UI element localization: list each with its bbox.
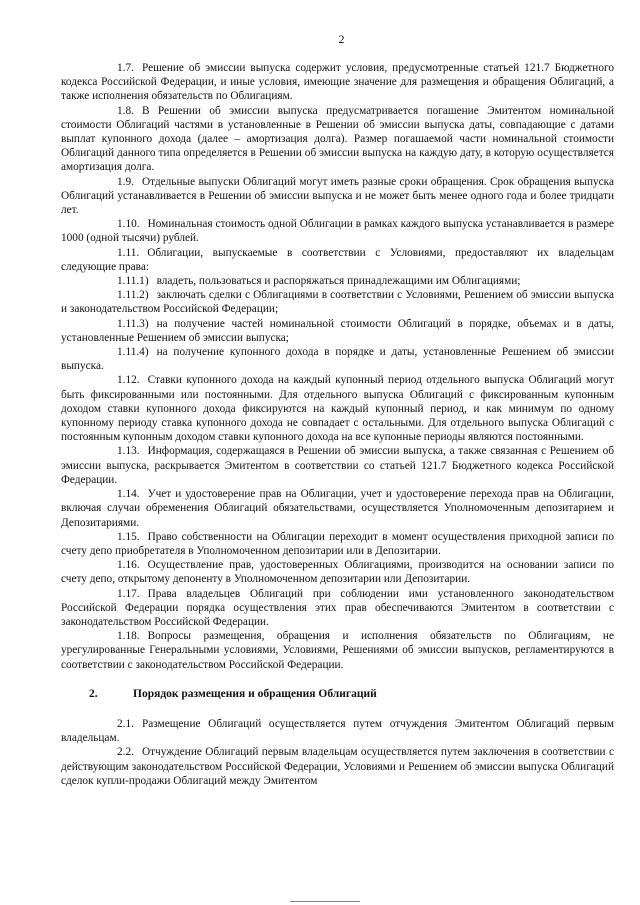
paragraph-text: на получение частей номинальной стоимости Облигаций в порядке, объемах и в даты, установленные Решением об эмиссии выпуска; [61,317,614,344]
paragraph-1-11-4 [61,345,614,373]
paragraph-1-10 [61,217,614,245]
page-footer-rule [290,901,360,902]
paragraph-1-7 [61,61,614,104]
paragraph-text: Информация, содержащаяся в Решении об эмиссии выпуска, а также связанная с Решением об эмиссии выпуска, раскрывается Эмитентом в соответствии со статьей 121.7 Бюджетного кодекса Российской Федерации. [61,445,614,486]
paragraph-1-11-1 [61,274,614,288]
paragraph-1-11 [61,246,614,274]
paragraph-1-8 [61,104,614,175]
paragraph-1-14 [61,487,614,530]
paragraph-number: 1.16. [117,559,140,572]
paragraph-text: на получение купонного дохода в порядке и даты, установленные Решением об эмиссии выпуска. [61,346,614,373]
section-2-heading [61,687,614,701]
paragraph-1-18 [61,629,614,672]
paragraph-number: 1.11.2) [117,289,149,302]
paragraph-text: Номинальная стоимость одной Облигации в рамках каждого выпуска устанавливается в размере 1000 (одной тысячи) рублей. [61,218,614,245]
paragraph-number: 2.2. [117,746,134,759]
paragraph-number: 1.13. [117,445,140,458]
section-title: Порядок размещения и обращения Облигаций [133,687,377,700]
paragraph-text: Облигации, выпускаемые в соответствии с Условиями, предоставляют их владельцам следующие права: [61,246,614,273]
paragraph-number: 1.7. [117,62,134,74]
paragraph-number: 1.11. [117,246,140,259]
paragraph-text: Отчуждение Облигаций первым владельцам осуществляется путем заключения в соответствии с действующим законодательством Российской Федерации, Условиями и Решением об эмиссии выпуска Облигаций сделок купли-продажи Облигаций между Эмитентом [61,746,614,787]
paragraph-text: Отдельные выпуски Облигаций могут иметь разные сроки обращения. Срок обращения выпуска Облигаций устанавливается в Решении об эмиссии выпуска и не может быть менее одного года и более тридцати лет. [61,175,614,217]
paragraph-number: 1.11.1) [117,275,149,288]
paragraph-text: Размещение Облигаций осуществляется путем отчуждения Эмитентом Облигаций первым владельцам. [61,717,614,745]
paragraph-1-12 [61,373,614,444]
section-2-body [61,717,614,788]
paragraph-1-16 [61,558,614,586]
paragraph-1-17 [61,587,614,630]
paragraph-text: заключать сделки с Облигациями в соответствии с Условиями, Решением об эмиссии выпуска и законодательством Российской Федерации; [61,289,614,316]
paragraph-text: Право собственности на Облигации переходит в момент осуществления приходной записи по счету депо приобретателя в Уполномоченном депозитарии или в Депозитарии. [61,530,614,557]
paragraph-1-11-2 [61,288,614,316]
paragraph-1-13 [61,444,614,487]
section-1-body [61,61,614,672]
paragraph-number: 1.17. [117,587,140,600]
paragraph-text: владеть, пользоваться и распоряжаться принадлежащими им Облигациями; [156,275,521,288]
paragraph-number: 1.14. [117,488,140,501]
paragraph-number: 1.10. [117,218,140,231]
paragraph-text: Вопросы размещения, обращения и исполнения обязательств по Облигациям, не урегулированные Генеральными условиями, Условиями, Решениями об эмиссии выпусков, регламентируются в соответствии с законодательством Российской Федерации. [61,630,614,671]
paragraph-number: 1.9. [117,175,134,188]
paragraph-number: 1.12. [117,374,140,387]
paragraph-text: Решение об эмиссии выпуска содержит условия, предусмотренные статьей 121.7 Бюджетного кодекса Российской Федерации, и иные условия, имеющие значение для размещения и обращения Облигаций, а также исполнения обязательств по Облигациям. [61,62,614,103]
paragraph-2-2 [61,745,614,788]
paragraph-number: 2.1. [117,717,134,730]
paragraph-number: 1.15. [117,530,140,543]
paragraph-text: Учет и удостоверение прав на Облигации, учет и удостоверение перехода прав на Облигации, включая случаи обременения Облигаций обязательствами, осуществляется Уполномоченным депозитарием и Депозитариями. [61,488,614,529]
paragraph-number: 1.11.3) [117,317,149,330]
section-number: 2. [89,687,98,700]
paragraph-number: 1.11.4) [117,346,149,359]
paragraph-1-11-3 [61,317,614,345]
paragraph-text: Права владельцев Облигаций при соблюдении ими установленного законодательством Российской Федерации порядка осуществления этих прав обеспечиваются Эмитентом в соответствии с законодательством Российской Федерации. [61,587,614,628]
paragraph-number: 1.18. [117,630,140,643]
paragraph-text: Осуществление прав, удостоверенных Облигациями, производится на основании записи по счету депо, открытому депоненту в Уполномоченном депозитарии или Депозитарии. [61,559,614,586]
page-number: 2 [338,32,345,46]
paragraph-number: 1.8. [117,104,134,117]
paragraph-1-15 [61,530,614,558]
paragraph-text: В Решении об эмиссии выпуска предусматривается погашение Эмитентом номинальной стоимости Облигаций частями в установленные в Решении об эмиссии выпуска даты, совпадающие с датами выплат купонного дохода (далее – амортизация долга). Размер погашаемой части номинальной стоимости Облигаций данного типа определяется в Решении об эмиссии выпуска на каждую дату, в которую осуществляется амортизация долга. [61,104,614,174]
paragraph-1-9 [61,175,614,218]
paragraph-text: Ставки купонного дохода на каждый купонный период отдельного выпуска Облигаций могут быть фиксированными или постоянными. Для отдельного выпуска Облигаций с фиксированным купонным доходом ставки купонного дохода фиксируются на каждый купонный период, и как минимум по одному купонному периоду ставка купонного дохода не совпадает с остальными. Для отдельного выпуска Облигаций с постоянным купонным доходом ставки купонного дохода на все купонные периоды являются постоянными. [61,374,614,444]
paragraph-2-1 [61,717,614,745]
